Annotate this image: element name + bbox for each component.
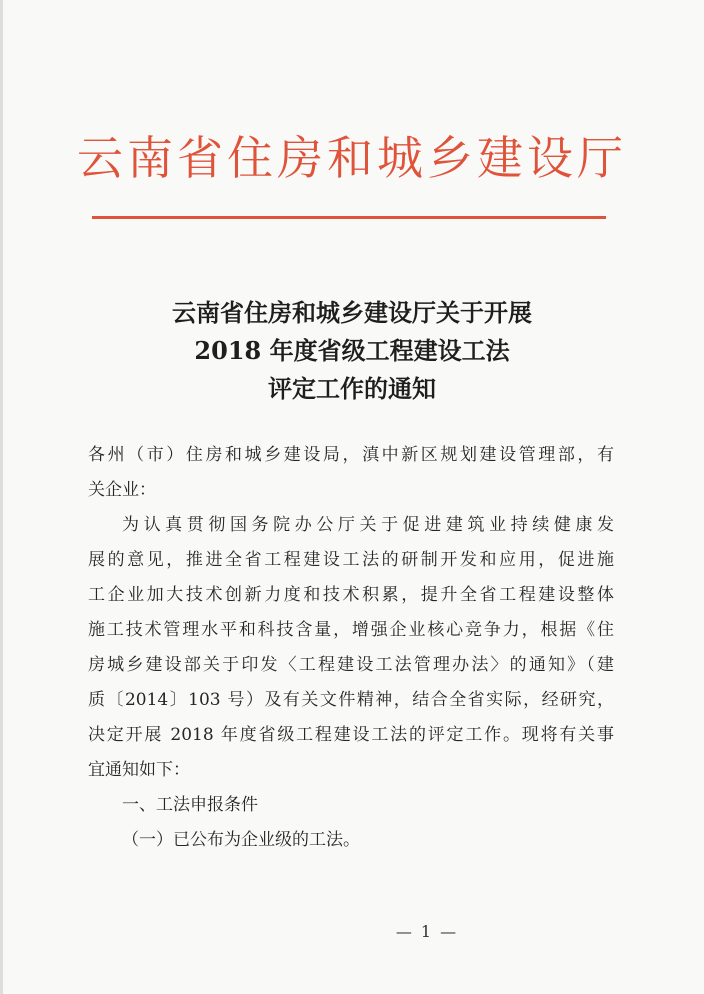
letterhead-red-rule	[92, 216, 606, 219]
notice-title-line-1: 云南省住房和城乡建设厅关于开展	[172, 298, 532, 327]
notice-body	[88, 438, 614, 858]
addressee-line-2: 关企业：	[88, 480, 156, 500]
paragraph-line-2: 展的意见，推进全省工程建设工法的研制开发和应用，促进施	[88, 550, 614, 570]
addressee-line-1: 各州（市）住房和城乡建设局，滇中新区规划建设管理部，有	[88, 445, 614, 465]
paragraph-line-1: 为认真贯彻国务院办公厅关于促进建筑业持续健康发	[122, 515, 614, 535]
section-heading-1: 一、工法申报条件	[122, 795, 258, 815]
page-number	[0, 922, 704, 941]
section-item-1: （一）已公布为企业级的工法。	[122, 830, 360, 850]
paragraph-line-8: 宜通知如下：	[88, 760, 190, 780]
letterhead-title: 云南省住房和城乡建设厅	[77, 131, 627, 185]
paragraph-line-4: 施工技术管理水平和科技含量，增强企业核心竞争力，根据《住	[88, 620, 614, 640]
paragraph-line-7: 决定开展 2018 年度省级工程建设工法的评定工作。现将有关事	[88, 725, 614, 745]
paragraph-line-6: 质〔2014〕103 号）及有关文件精神，结合全省实际，经研究，	[88, 690, 614, 710]
paragraph-line-5: 房城乡建设部关于印发〈工程建设工法管理办法〉的通知》（建	[88, 655, 614, 675]
notice-title-line-3: 评定工作的通知	[268, 374, 436, 403]
page-number-text: — 1 —	[395, 922, 459, 941]
paragraph-line-3: 工企业加大技术创新力度和技术积累，提升全省工程建设整体	[88, 585, 614, 605]
notice-title-line-2: 2018 年度省级工程建设工法	[194, 336, 510, 365]
notice-title	[0, 294, 704, 408]
